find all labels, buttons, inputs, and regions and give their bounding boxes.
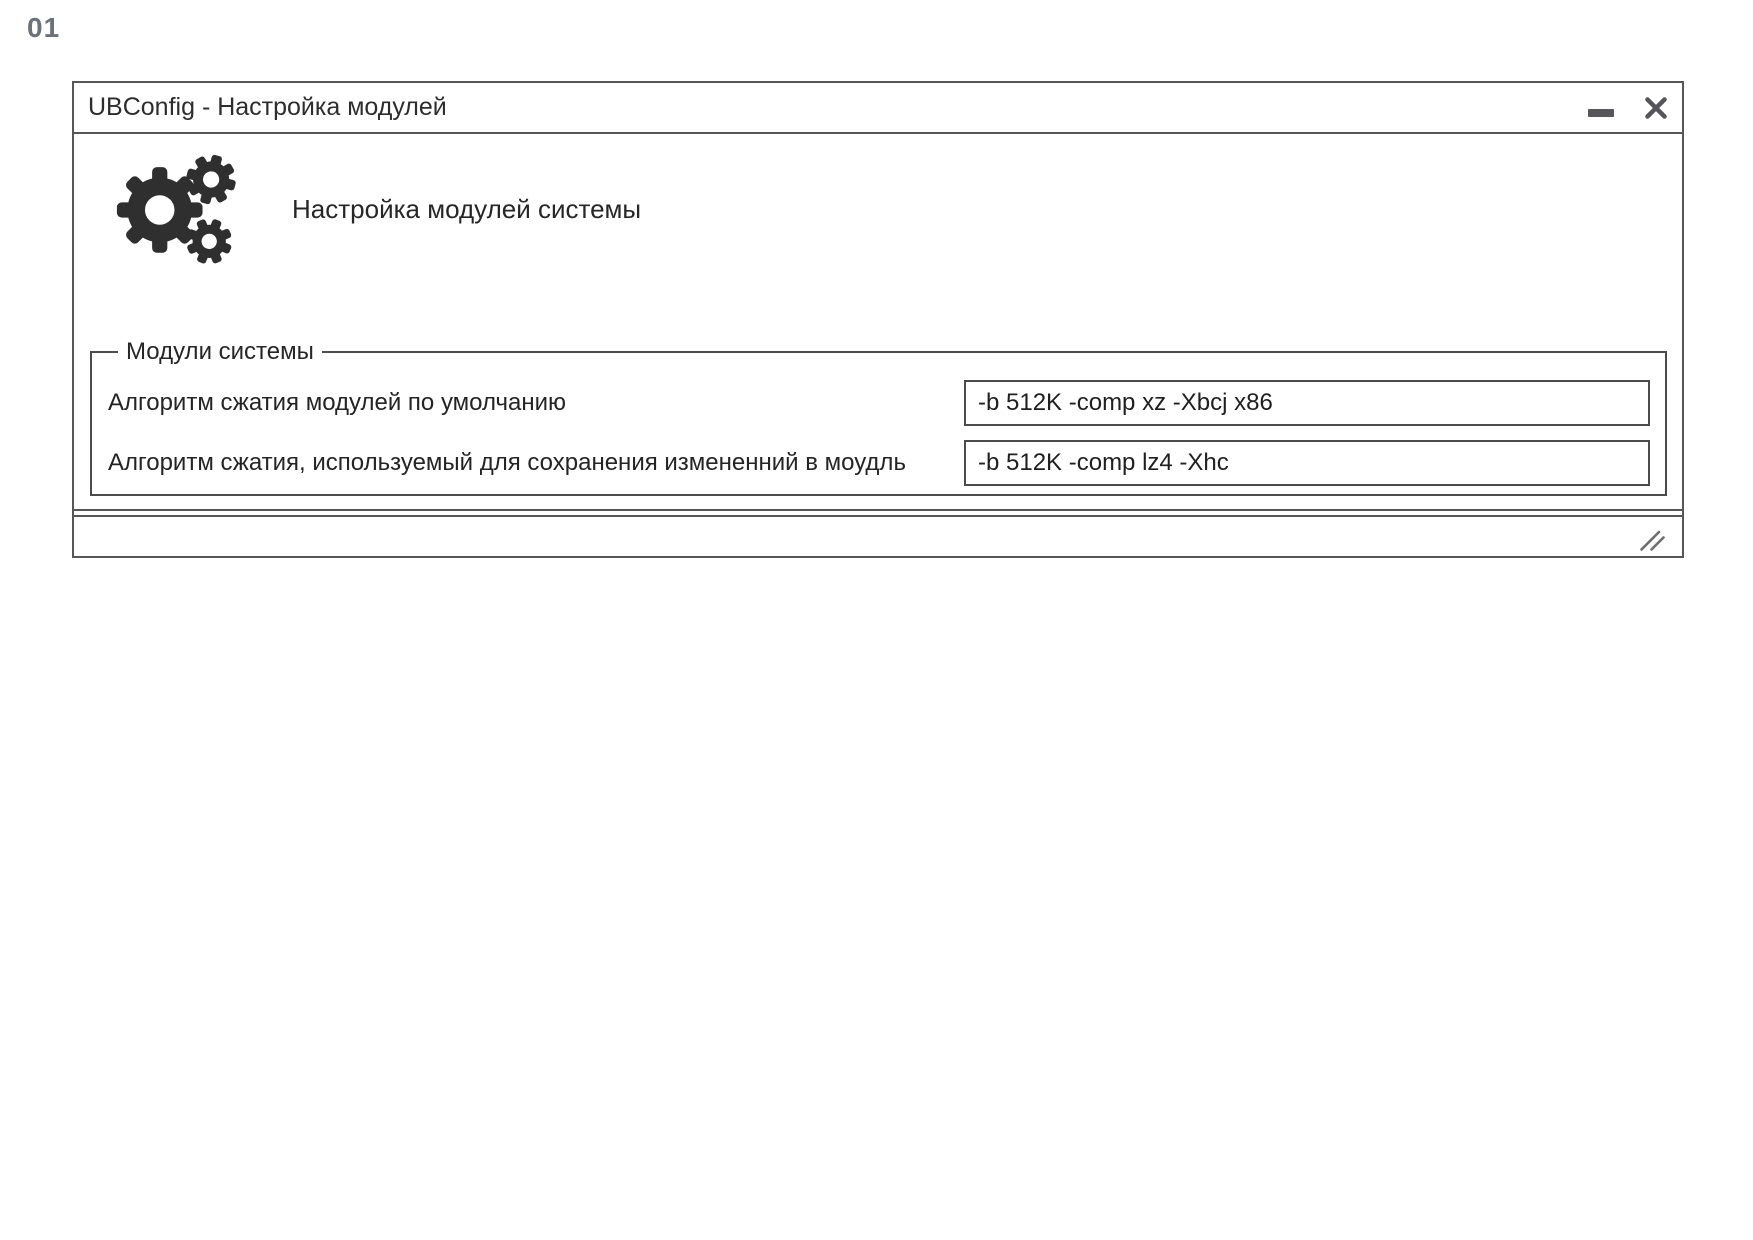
field-row-save-compression xyxy=(108,440,1650,486)
slide-number: 01 xyxy=(27,12,61,43)
ubconfig-window xyxy=(72,81,1684,558)
gears-icon xyxy=(110,150,238,268)
field-row-default-compression xyxy=(108,380,1650,426)
save-compression-label: Алгоритм сжатия, используемый для сохранения измененний в моудль xyxy=(108,449,906,476)
window-title: UBConfig - Настройка модулей xyxy=(88,93,447,121)
app-header xyxy=(110,150,641,268)
resize-grip-icon[interactable] xyxy=(1640,529,1666,551)
close-icon[interactable] xyxy=(1644,96,1668,120)
minimize-icon[interactable] xyxy=(1588,109,1614,117)
window-titlebar xyxy=(74,83,1682,134)
default-compression-label: Алгоритм сжатия модулей по умолчанию xyxy=(108,389,566,416)
status-bar xyxy=(74,515,1682,556)
modules-group-legend: Модули системы xyxy=(126,338,314,365)
save-compression-input[interactable] xyxy=(964,440,1650,486)
default-compression-input[interactable] xyxy=(964,380,1650,426)
window-content xyxy=(74,134,1682,511)
page-title: Настройка модулей системы xyxy=(292,193,642,224)
modules-group xyxy=(90,338,1667,496)
